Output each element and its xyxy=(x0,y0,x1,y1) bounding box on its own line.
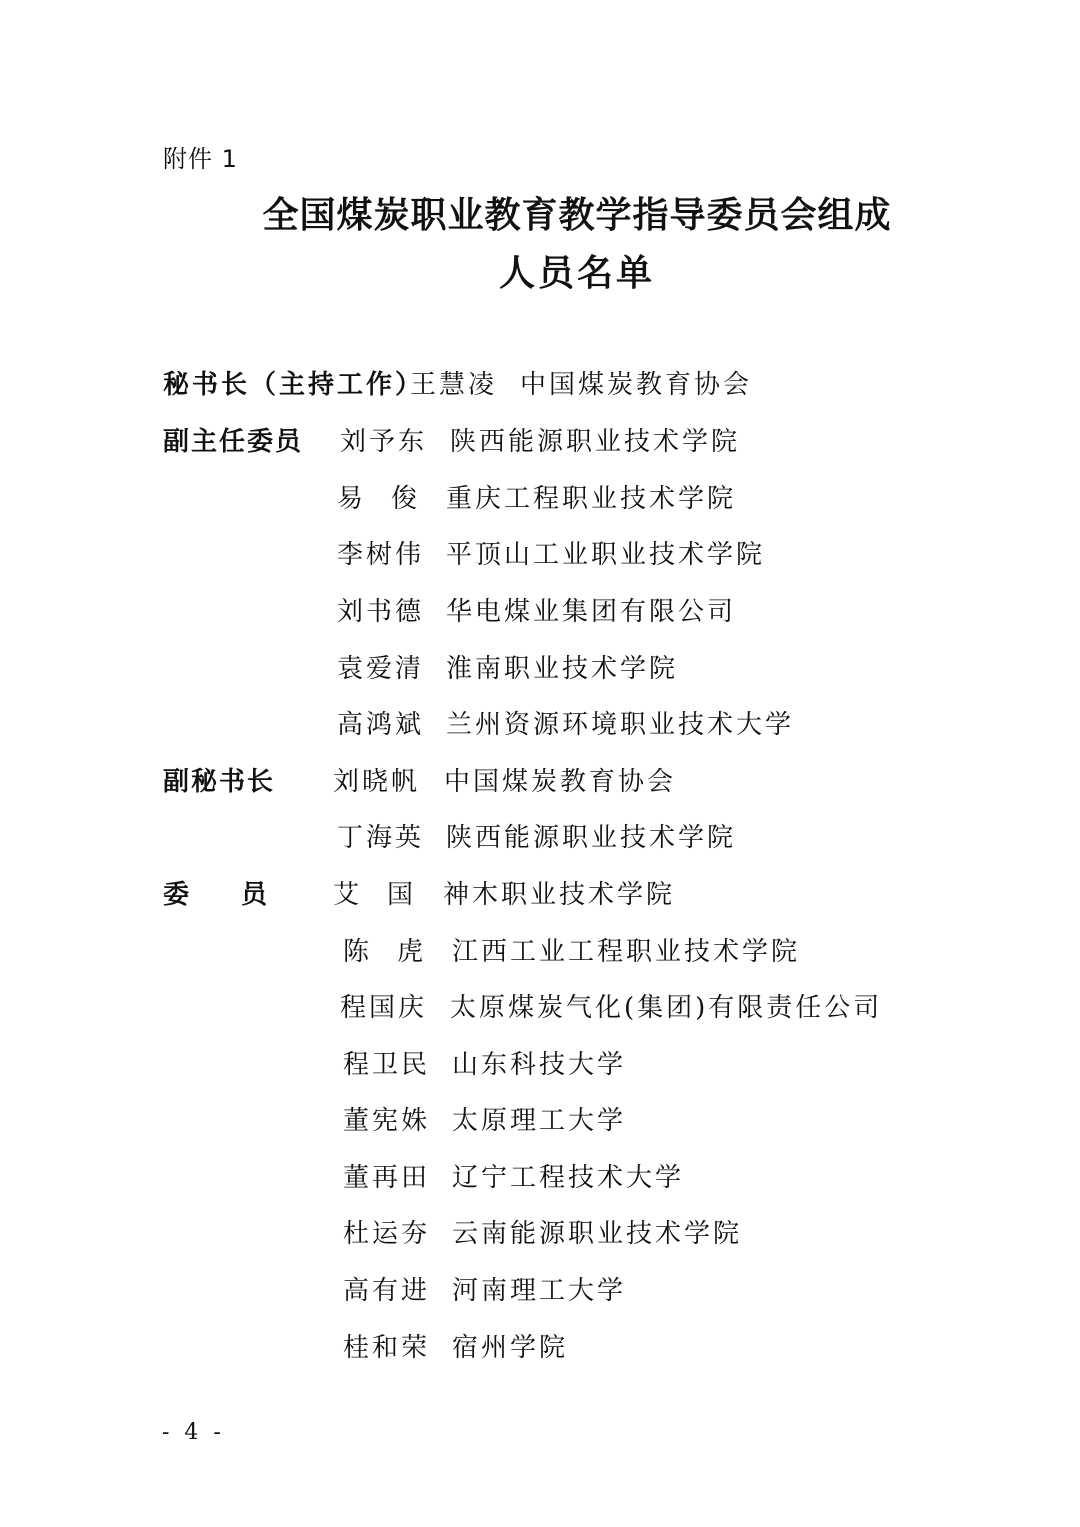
member-organization: 淮南职业技术学院 xyxy=(446,654,679,684)
member-organization: 山东科技大学 xyxy=(452,1050,627,1080)
member-name: 艾国 xyxy=(333,880,442,910)
member-name: 王慧凌 xyxy=(410,370,498,400)
member-name: 程国庆 xyxy=(340,993,428,1023)
member-organization: 宿州学院 xyxy=(452,1333,569,1363)
member-name: 陈虎 xyxy=(343,937,452,967)
member-organization: 中国煤炭教育协会 xyxy=(520,370,753,400)
member-name: 杜运夯 xyxy=(343,1219,431,1249)
member-name: 袁爱清 xyxy=(337,654,425,684)
member-organization: 河南理工大学 xyxy=(452,1276,627,1306)
role-label: 副秘书长 xyxy=(163,767,276,797)
member-name: 高有进 xyxy=(343,1276,431,1306)
member-name: 刘予东 xyxy=(340,427,428,457)
page-number: - 4 - xyxy=(162,1420,225,1445)
member-organization: 云南能源职业技术学院 xyxy=(452,1219,743,1249)
document-title-line-2: 人员名单 xyxy=(498,252,655,294)
member-organization: 太原煤炭气化(集团)有限责任公司 xyxy=(450,993,883,1023)
member-organization: 华电煤业集团有限公司 xyxy=(446,597,737,627)
member-name: 桂和荣 xyxy=(343,1333,431,1363)
member-name: 易俊 xyxy=(337,484,446,514)
member-organization: 陕西能源职业技术学院 xyxy=(446,823,737,853)
member-organization: 重庆工程职业技术学院 xyxy=(446,484,737,514)
member-organization: 太原理工大学 xyxy=(452,1106,627,1136)
role-label: 副主任委员 xyxy=(163,427,304,457)
member-organization: 陕西能源职业技术学院 xyxy=(450,427,741,457)
attachment-label: 附件 1 xyxy=(163,145,238,173)
member-organization: 辽宁工程技术大学 xyxy=(452,1163,685,1193)
role-label: 秘书长（主持工作） xyxy=(163,370,425,400)
member-organization: 神木职业技术学院 xyxy=(443,880,676,910)
document-title-line-1: 全国煤炭职业教育教学指导委员会组成 xyxy=(262,194,892,236)
member-name: 丁海英 xyxy=(337,823,425,853)
member-organization: 兰州资源环境职业技术大学 xyxy=(446,710,795,740)
member-name: 刘书德 xyxy=(337,597,425,627)
member-name: 李树伟 xyxy=(337,540,425,570)
member-name: 董再田 xyxy=(343,1163,431,1193)
member-name: 刘晓帆 xyxy=(333,767,421,797)
member-name: 董宪姝 xyxy=(343,1106,431,1136)
member-organization: 中国煤炭教育协会 xyxy=(444,767,677,797)
member-name: 高鸿斌 xyxy=(337,710,425,740)
member-organization: 平顶山工业职业技术学院 xyxy=(446,540,766,570)
member-name: 程卫民 xyxy=(343,1050,431,1080)
member-organization: 江西工业工程职业技术学院 xyxy=(452,937,801,967)
role-label: 委员 xyxy=(163,880,320,910)
